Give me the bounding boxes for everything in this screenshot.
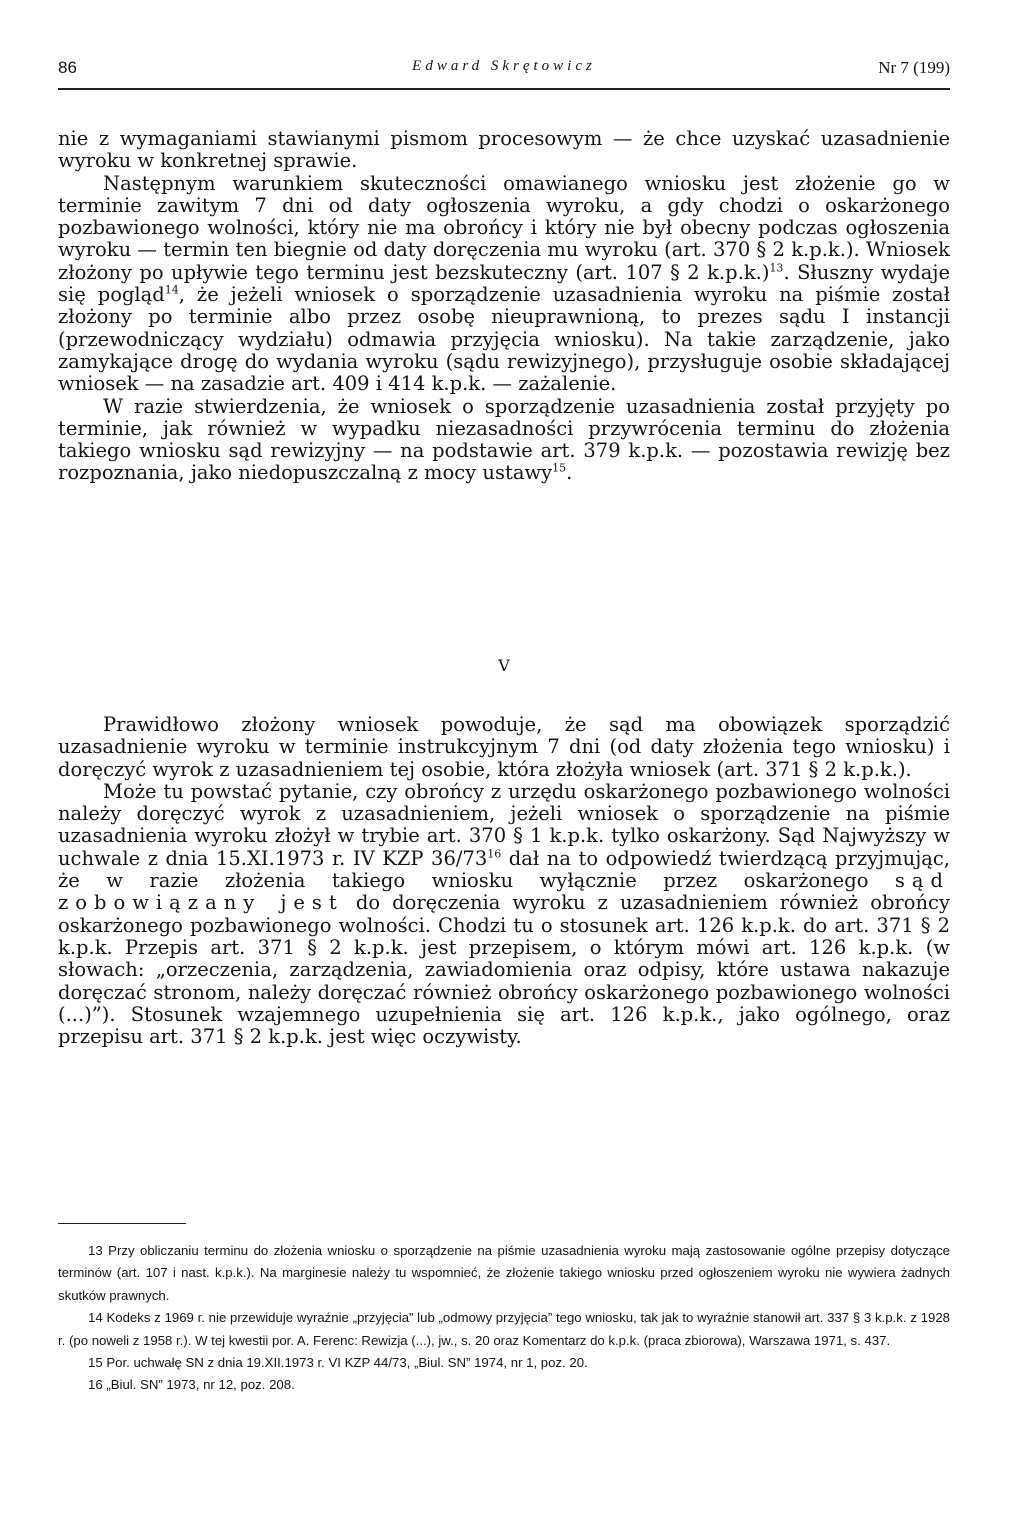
paragraph-3-end: . xyxy=(566,461,573,485)
paragraph-2-text-a: Następnym warunkiem skuteczności omawianego wniosku jest złożenie go w terminie zawitym 7 dni od daty ogłoszenia wyroku, a gdy chodzi o oskarżonego pozbawionego wolności, który nie ma obrońcy i który nie był obecny podczas ogłoszenia wyroku — termin ten biegnie od daty doręczenia mu wyroku (art. 370 § 2 k.p.k.). Wniosek złożony po upływie tego terminu jest bezskuteczny (art. 107 § 2 k.p.k.) xyxy=(58,171,950,284)
footnote-text: Por. uchwałę SN z dnia 19.XII.1973 r. VI KZP 44/73, „Biul. SN” 1974, nr 1, poz. 20. xyxy=(106,1355,588,1371)
footnote-16 xyxy=(58,1374,950,1396)
footnote-number: 14 xyxy=(88,1310,103,1326)
paragraph-3-text: W razie stwierdzenia, że wniosek o sporządzenie uzasadnienia został przyjęty po terminie, jak również w wypadku niezasadności przywrócenia terminu do złożenia takiego wniosku sąd rewizyjny — na podstawie art. 379 k.p.k. — pozostawia rewizję bez rozpoznania, jako niedopuszczalną z mocy ustawy xyxy=(58,394,950,485)
footnote-ref-16[interactable]: 16 xyxy=(487,847,502,861)
footnote-ref-14[interactable]: 14 xyxy=(164,283,179,297)
main-text-section-v xyxy=(58,714,950,1048)
page-number: 86 xyxy=(58,58,77,77)
page-header xyxy=(58,58,950,90)
paragraph-5-text-a: Może tu powstać pytanie, czy obrońcy z urzędu oskarżonego pozbawionego wolności należy doręczyć wyrok z uzasadnieniem, jeżeli wniosek o sporządzenie na piśmie uzasadnienia wyroku złożył w trybie art. 370 § 1 k.p.k. tylko oskarżony. Sąd Najwyższy w uchwale z dnia 15.XI.1973 r. IV KZP 36/73 xyxy=(58,779,950,870)
footnote-14 xyxy=(58,1307,950,1352)
spaced-emphasis: sąd zobowiązany jest xyxy=(58,869,950,915)
footnote-text: Kodeks z 1969 r. nie przewiduje wyraźnie „przyjęcia” lub „odmowy przyjęcia” tego wniosku, tak jak to wyraźnie stanowił art. 337 § 3 k.p.k. z 1928 r. (po noweli z 1958 r.). W tej kwestii por. A. Ferenc: Rewizja (...), jw., s. 20 oraz Komentarz do k.p.k. (praca zbiorowa), Warszawa 1971, s. 437. xyxy=(58,1310,950,1348)
footnote-number: 15 xyxy=(88,1355,103,1371)
paragraph-3 xyxy=(58,396,950,485)
footnote-15 xyxy=(58,1352,950,1374)
issue-number: Nr 7 (199) xyxy=(878,58,950,77)
paragraph-2-text-b: . Słuszny wydaje się pogląd xyxy=(58,260,950,307)
footnotes xyxy=(58,1240,950,1397)
section-heading: V xyxy=(498,656,510,675)
footnote-number: 16 xyxy=(88,1377,103,1393)
paragraph-2-text-c: , że jeżeli wniosek o sporządzenie uzasadnienia wyroku na piśmie został złożony po terminie albo przez osobę nieuprawnioną, to prezes sądu I instancji (przewodniczący wydziału) odmawia przyjęcia wniosku). Na takie zarządzenie, jako zamykające drogę do wydania wyroku (sądu rewizyjnego), przysługuje osobie składającej wniosek — na zasadzie art. 409 i 414 k.p.k. — zażalenie. xyxy=(58,283,950,396)
paragraph-4: Prawidłowo złożony wniosek powoduje, że sąd ma obowiązek sporządzić uzasadnienie wyroku w terminie instrukcyjnym 7 dni (od daty złożenia tego wniosku) i doręczyć wyrok z uzasadnieniem tej osobie, która złożyła wniosek (art. 371 § 2 k.p.k.). xyxy=(58,713,950,781)
paragraph-2 xyxy=(58,173,950,396)
paragraph-5-text-b: dał na to odpowiedź twierdzącą przyjmując, że w razie złożenia takiego wniosku wyłącznie przez oskarżonego xyxy=(58,846,951,893)
paragraph-5 xyxy=(58,781,950,1049)
footnote-text: Przy obliczaniu terminu do złożenia wniosku o sporządzenie na piśmie uzasadnienia wyroku mają zastosowanie ogólne przepisy dotyczące terminów (art. 107 i nast. k.p.k.). Na marginesie należy tu wspomnieć, że złożenie takiego wniosku przed ogłoszeniem wyroku nie wywiera żadnych skutków prawnych. xyxy=(58,1243,950,1303)
paragraph-5-text-c: do doręczenia wyroku z uzasadnieniem również obrońcy oskarżonego pozbawionego wolności. Chodzi tu o stosunek art. 126 k.p.k. do art. 371 § 2 k.p.k. Przepis art. 371 § 2 k.p.k. jest przepisem, o którym mówi art. 126 k.p.k. (w słowach: „orzeczenia, zarządzenia, zawiadomienia oraz odpisy, które ustawa nakazuje doręczać stronom, należy doręczać również obrońcy oskarżonego pozbawionego wolności (...)”). Stosunek wzajemnego uzupełnienia się art. 126 k.p.k., jako ogólnego, oraz przepisu art. 371 § 2 k.p.k. jest więc oczywisty. xyxy=(58,891,950,1049)
footnote-ref-13[interactable]: 13 xyxy=(769,261,784,275)
footnote-13 xyxy=(58,1240,950,1307)
paragraph-1: nie z wymaganiami stawianymi pismom procesowym — że chce uzyskać uzasadnienie wyroku w konkretnej sprawie. xyxy=(58,127,950,173)
footnote-separator xyxy=(58,1223,186,1224)
footnote-number: 13 xyxy=(88,1243,103,1258)
footnote-text: „Biul. SN” 1973, nr 12, poz. 208. xyxy=(106,1377,295,1393)
footnote-ref-15[interactable]: 15 xyxy=(552,461,567,475)
running-head-author: Edward Skrętowicz xyxy=(412,58,596,74)
main-text xyxy=(58,128,950,485)
